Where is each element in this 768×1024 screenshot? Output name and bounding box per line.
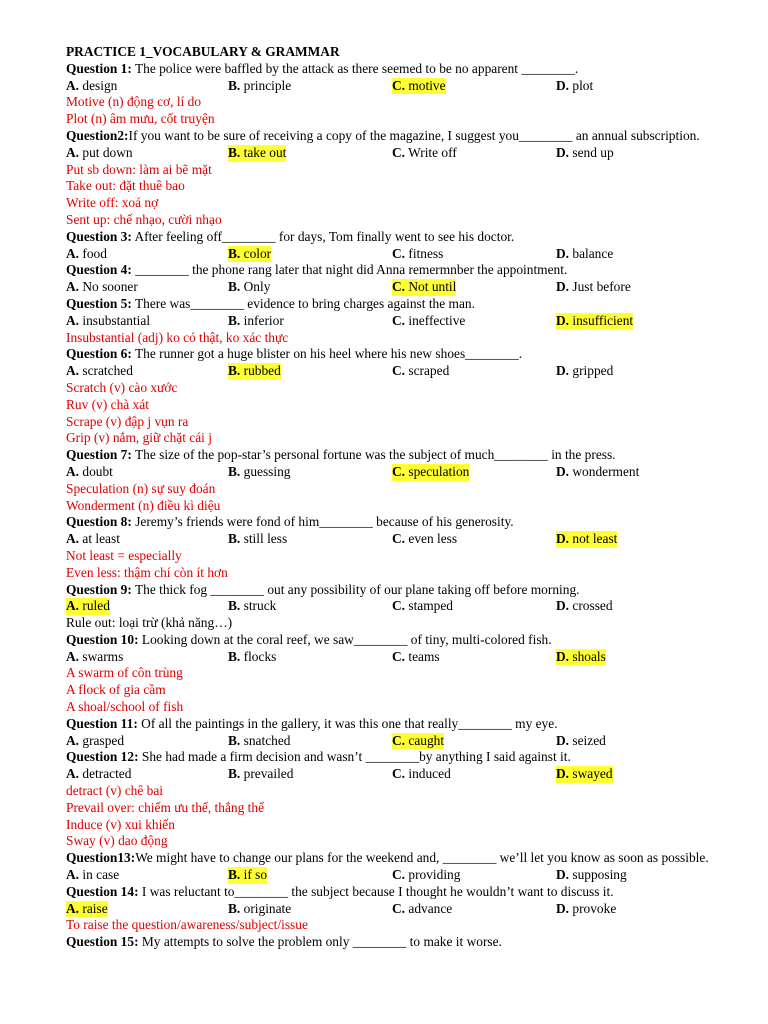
explanation-note: Scratch (v) cào xước [66,379,178,395]
option-b [228,531,287,548]
answer-options [66,766,726,783]
explanation-note: Motive (n) động cơ, lí do [66,94,202,110]
option-b [228,464,291,481]
option-c [392,363,449,380]
option-letter: A. [66,279,80,295]
option-text: ineffective [405,312,466,328]
option-text: motive [405,77,446,93]
question-text: The thick fog ________ out any possibility of our plane taking off before morning. [131,581,580,597]
explanation-note: Rule out: loại trừ (khả năng…) [66,615,233,631]
option-letter: A. [66,598,80,614]
answer-options [66,733,726,750]
option-text: No sooner [79,279,138,295]
option-letter: C. [392,598,406,614]
option-text: provoke [569,900,617,916]
option-letter: D. [556,245,570,261]
option-text: insufficient [569,312,634,328]
question-stem [66,514,726,531]
answer-options [66,901,726,918]
explanation-note: Scrape (v) đập j vụn ra [66,413,189,429]
explanation-note: Wonderment (n) điều kì diệu [66,497,221,513]
question-text: After feeling off________ for days, Tom finally went to see his doctor. [131,228,515,244]
option-text: grasped [79,732,125,748]
option-letter: D. [556,279,570,295]
question-stem [66,716,726,733]
option-letter: C. [392,900,406,916]
document-page [66,44,726,951]
option-letter: D. [556,77,570,93]
option-c [392,766,451,783]
option-letter: A. [66,648,80,664]
option-c [392,867,460,884]
option-letter: B. [228,312,241,328]
option-text: rubbed [240,363,281,379]
option-text: gripped [569,363,614,379]
option-letter: C. [392,77,406,93]
question-text: We might have to change our plans for the weekend and, ________ we’ll let you know as soon as possible. [135,850,709,866]
question-text: Of all the paintings in the gallery, it was this one that really________ my eye. [137,715,558,731]
option-b [228,867,267,884]
option-c [392,649,440,666]
question-stem [66,632,726,649]
option-letter: D. [556,463,570,479]
option-letter: A. [66,531,80,547]
question-text: She had made a firm decision and wasn’t ________by anything I said against it. [138,749,571,765]
option-text: originate [240,900,292,916]
option-a [66,464,113,481]
question-number: Question13: [66,850,136,866]
option-text: wonderment [569,463,640,479]
answer-options [66,279,726,296]
option-letter: D. [556,144,570,160]
option-letter: B. [228,463,241,479]
option-d [556,464,639,481]
question-text: The police were baffled by the attack as there seemed to be no apparent ________. [131,60,579,76]
option-text: swarms [79,648,124,664]
option-letter: D. [556,867,570,883]
question-text: My attempts to solve the problem only ________ to make it worse. [138,934,502,950]
answer-options [66,78,726,95]
option-d [556,733,606,750]
option-text: still less [240,531,288,547]
option-text: Just before [569,279,631,295]
page-title: PRACTICE 1_VOCABULARY & GRAMMAR [66,44,340,59]
option-text: crossed [569,598,613,614]
option-a [66,78,117,95]
option-a [66,901,108,918]
option-a [66,766,131,783]
question-stem [66,229,726,246]
option-a [66,649,123,666]
option-a [66,145,133,162]
option-d [556,246,613,263]
option-letter: D. [556,363,570,379]
option-d [556,145,614,162]
option-d [556,649,606,666]
answer-options [66,867,726,884]
option-letter: A. [66,312,80,328]
option-text: struck [240,598,277,614]
option-letter: B. [228,363,241,379]
question-text: There was________ evidence to bring charges against the man. [131,295,475,311]
option-letter: B. [228,144,241,160]
explanation-note: detract (v) chê bai [66,783,164,799]
option-a [66,363,133,380]
option-letter: C. [392,867,406,883]
option-text: teams [405,648,440,664]
explanation-note: A shoal/school of fish [66,699,184,715]
option-text: supposing [569,867,627,883]
option-a [66,279,138,296]
option-b [228,598,276,615]
question-stem [66,447,726,464]
explanation-note: Prevail over: chiếm ưu thế, thắng thế [66,799,265,815]
option-a [66,733,124,750]
question-stem [66,128,726,145]
explanation-note: Write off: xoá nợ [66,195,159,211]
question-stem [66,262,726,279]
option-text: raise [79,900,108,916]
option-d [556,279,631,296]
option-letter: B. [228,900,241,916]
option-text: Only [240,279,271,295]
option-text: speculation [405,463,470,479]
option-a [66,313,150,330]
option-text: design [79,77,118,93]
explanation-note: A flock of gia cầm [66,682,166,698]
option-c [392,145,457,162]
question-text: The runner got a huge blister on his heel where his new shoes________. [131,346,523,362]
option-letter: C. [392,732,406,748]
answer-options [66,598,726,615]
question-list [66,61,726,951]
option-letter: A. [66,144,80,160]
question-text: ________ the phone rang later that night did Anna remermnber the appointment. [131,262,568,278]
answer-options [66,464,726,481]
explanation-note: To raise the question/awareness/subject/issue [66,917,308,933]
option-text: prevailed [240,766,294,782]
option-letter: A. [66,463,80,479]
question-number: Question 11: [66,715,138,731]
option-text: advance [405,900,453,916]
option-d [556,363,613,380]
option-text: guessing [240,463,291,479]
option-b [228,145,286,162]
option-letter: A. [66,867,80,883]
option-text: fitness [405,245,444,261]
option-letter: D. [556,900,570,916]
question-text: I was reluctant to________ the subject because I thought he wouldn’t want to discuss it. [138,883,614,899]
option-letter: D. [556,598,570,614]
question-text: The size of the pop-star’s personal fortune was the subject of much________ in the press. [131,447,616,463]
option-letter: C. [392,531,406,547]
explanation-note: Ruv (v) chà xát [66,396,149,412]
option-text: scratched [79,363,133,379]
option-text: shoals [569,648,606,664]
option-letter: A. [66,766,80,782]
option-c [392,279,456,296]
question-number: Question2: [66,127,129,143]
option-text: stamped [405,598,454,614]
option-letter: B. [228,245,241,261]
option-b [228,766,293,783]
question-text: Looking down at the coral reef, we saw________ of tiny, multi-colored fish. [138,631,552,647]
option-text: not least [569,531,618,547]
option-d [556,598,613,615]
option-b [228,733,290,750]
option-text: balance [569,245,614,261]
option-text: insubstantial [79,312,151,328]
option-c [392,733,444,750]
option-text: doubt [79,463,113,479]
option-b [228,363,281,380]
question-text: If you want to be sure of receiving a copy of the magazine, I suggest you________ an annual subscription. [128,127,700,143]
option-d [556,867,627,884]
option-letter: C. [392,463,406,479]
option-letter: D. [556,766,570,782]
option-letter: D. [556,312,570,328]
option-letter: C. [392,245,406,261]
question-stem [66,346,726,363]
option-a [66,867,119,884]
option-text: induced [405,766,451,782]
explanation-note: A swarm of côn trùng [66,665,183,681]
answer-options [66,531,726,548]
option-d [556,901,616,918]
option-c [392,78,446,95]
option-text: if so [240,867,268,883]
question-stem [66,934,726,951]
option-letter: B. [228,77,241,93]
option-b [228,901,291,918]
option-letter: D. [556,648,570,664]
answer-options [66,363,726,380]
option-letter: A. [66,732,80,748]
option-letter: A. [66,363,80,379]
question-number: Question 12: [66,749,139,765]
question-text: Jeremy’s friends were fond of him________ because of his generosity. [131,514,514,530]
option-text: food [79,245,107,261]
option-text: even less [405,531,458,547]
option-letter: D. [556,732,570,748]
option-c [392,531,457,548]
option-b [228,279,270,296]
option-letter: B. [228,766,241,782]
option-d [556,313,633,330]
option-a [66,598,110,615]
option-text: inferior [240,312,284,328]
answer-options [66,649,726,666]
option-letter: C. [392,363,406,379]
question-number: Question 8: [66,514,132,530]
option-letter: C. [392,312,406,328]
answer-options [66,246,726,263]
option-d [556,78,593,95]
option-b [228,649,276,666]
option-c [392,598,453,615]
option-d [556,766,613,783]
option-letter: A. [66,900,80,916]
option-text: swayed [569,766,613,782]
option-letter: B. [228,279,241,295]
option-text: Not until [405,279,457,295]
option-text: flocks [240,648,277,664]
option-c [392,901,452,918]
question-number: Question 15: [66,934,139,950]
option-letter: C. [392,279,406,295]
explanation-note: Put sb down: làm ai bẽ mặt [66,161,212,177]
option-text: put down [79,144,133,160]
question-stem [66,296,726,313]
option-text: plot [569,77,594,93]
explanation-note: Grip (v) nắm, giữ chặt cái j [66,430,212,446]
option-text: principle [240,77,292,93]
question-stem [66,850,726,867]
option-text: at least [79,531,120,547]
question-number: Question 14: [66,883,139,899]
option-letter: A. [66,245,80,261]
option-c [392,464,469,481]
question-number: Question 10: [66,631,139,647]
option-text: detracted [79,766,132,782]
explanation-note: Induce (v) xui khiến [66,816,175,832]
answer-options [66,145,726,162]
option-text: send up [569,144,614,160]
option-b [228,313,284,330]
option-letter: A. [66,77,80,93]
option-letter: B. [228,598,241,614]
question-stem [66,582,726,599]
option-text: scraped [405,363,450,379]
explanation-note: Even less: thậm chí còn ít hơn [66,564,228,580]
option-letter: B. [228,867,241,883]
option-a [66,246,107,263]
question-number: Question 6: [66,346,132,362]
option-text: color [240,245,272,261]
option-text: take out [240,144,287,160]
question-stem [66,884,726,901]
option-b [228,246,271,263]
explanation-note: Sway (v) dao động [66,833,168,849]
question-stem [66,61,726,78]
option-text: providing [405,867,461,883]
question-number: Question 9: [66,581,132,597]
option-c [392,313,465,330]
explanation-note: Speculation (n) sự suy đoán [66,480,216,496]
question-number: Question 4: [66,262,132,278]
option-text: ruled [79,598,110,614]
option-text: snatched [240,732,291,748]
answer-options [66,313,726,330]
option-text: seized [569,732,606,748]
question-stem [66,749,726,766]
option-b [228,78,291,95]
option-letter: C. [392,144,406,160]
option-a [66,531,120,548]
option-letter: D. [556,531,570,547]
question-number: Question 3: [66,228,132,244]
option-letter: B. [228,531,241,547]
option-text: Write off [405,144,457,160]
option-letter: C. [392,648,406,664]
option-text: caught [405,732,445,748]
option-d [556,531,617,548]
explanation-note: Insubstantial (adj) ko có thật, ko xác thực [66,329,289,345]
question-number: Question 5: [66,295,132,311]
option-text: in case [79,867,120,883]
explanation-note: Sent up: chế nhạo, cười nhạo [66,211,222,227]
option-c [392,246,443,263]
question-number: Question 7: [66,447,132,463]
question-number: Question 1: [66,60,132,76]
explanation-note: Plot (n) âm mưu, cốt truyện [66,111,215,127]
explanation-note: Not least = especially [66,547,182,563]
explanation-note: Take out: đặt thuê bao [66,178,185,194]
option-letter: C. [392,766,406,782]
option-letter: B. [228,732,241,748]
option-letter: B. [228,648,241,664]
